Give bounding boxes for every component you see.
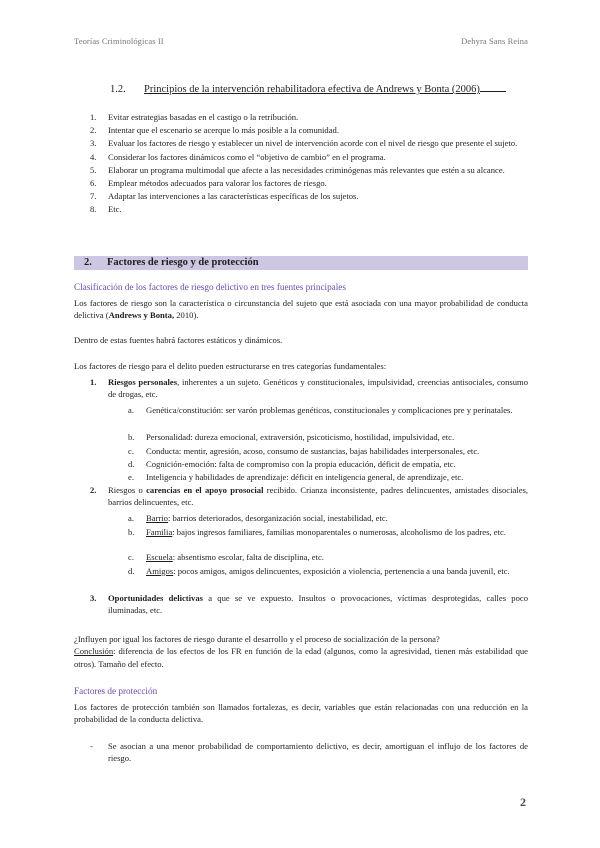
development-question-paragraph: ¿Influyen por igual los factores de riesgo durante el desarrollo y el proceso de socialización de la persona? Conclusión: diferencia de los efectos de los FR en función de la edad (algunos, como la agresividad, tienen más estabilidad que otros). Tamaño del efecto. xyxy=(74,634,528,669)
protection-bullet: - Se asocian a una menor probabilidad de comportamiento delictivo, es decir, amortiguan el influjo de los factores de riesgo. xyxy=(90,741,528,764)
list-item: b. Personalidad: dureza emocional, extraversión, psicoticismo, hostilidad, impulsividad, etc. xyxy=(128,432,455,442)
section-2-heading-band xyxy=(74,256,528,270)
list-item: c. Conducta: mentir, agresión, acoso, consumo de sustancias, bajas habilidades interpersonales, etc. xyxy=(128,446,480,456)
category-personal-risks: 1. Riesgos personales, inherentes a un sujeto. Genéticos y constitucionales, impulsividad, creencias antisociales, consumo de drogas, etc. xyxy=(90,377,528,400)
static-dynamic-paragraph: Dentro de estas fuentes habrá factores estáticos y dinámicos. xyxy=(74,335,283,345)
list-item: 7. Adaptar las intervenciones a las características específicas de los sujetos. xyxy=(90,191,359,202)
list-item: d. Amigos: pocos amigos, amigos delincuentes, exposición a violencia, pertenencia a una banda juvenil, etc. xyxy=(128,566,510,576)
classification-heading: Clasificación de los factores de riesgo delictivo en tres fuentes principales xyxy=(74,282,346,292)
section-1-2-number: 1.2. xyxy=(110,84,126,95)
list-item: 3. Evaluar los factores de riesgo y establecer un nivel de intervención acorde con el nivel de riesgo que presente el sujeto. xyxy=(90,138,518,149)
risk-definition-paragraph: Los factores de riesgo son la característica o circunstancia del sujeto que está asociada con una mayor probabilidad de conducta delictiva (Andrews y Bonta, 2010). xyxy=(74,298,528,321)
list-item: a. Genética/constitución: ser varón problemas genéticos, constitucionales y complicaciones pre y perinatales. xyxy=(128,405,513,415)
list-item: 4. Considerar los factores dinámicos como el “objetivo de cambio” en el programa. xyxy=(90,151,386,162)
section-2-number: 2. xyxy=(84,257,92,268)
list-item: a. Barrio: barrios deteriorados, desorganización social, inestabilidad, etc. xyxy=(128,513,388,523)
protection-heading: Factores de protección xyxy=(74,686,158,696)
page-number: 2 xyxy=(520,795,526,809)
list-item: 8. Etc. xyxy=(90,204,122,215)
category-criminal-opportunities: 3. Oportunidades delictivas a que se ve expuesto. Insultos o provocaciones, víctimas desprotegidas, calles poco iluminadas, etc. xyxy=(90,593,528,616)
category-prosocial-support: 2. Riesgos o carencias en el apoyo prosocial recibido. Crianza inconsistente, padres delincuentes, amistades disociales, barrios delincuentes, etc. xyxy=(90,485,528,508)
heading-underline-tail xyxy=(480,82,506,92)
list-item: 6. Emplear métodos adecuados para valorar los factores de riesgo. xyxy=(90,178,327,189)
list-item: 5. Elaborar un programa multimodal que afecte a las necesidades criminógenas más relevantes que estén a su alcance. xyxy=(90,164,505,175)
list-item: 2. Intentar que el escenario se acerque lo más posible a la comunidad. xyxy=(90,125,339,136)
protection-definition-paragraph: Los factores de protección también son llamados fortalezas, es decir, variables que están relacionadas con una reducción en la probabilidad de la conducta delictiva. xyxy=(74,702,528,725)
list-item: e. Inteligencia y habilidades de aprendizaje: déficit en inteligencia general, de aprendizaje, etc. xyxy=(128,472,464,482)
header-author: Dehyra Sans Reina xyxy=(461,36,528,46)
list-item: d. Cognición-emoción: falta de compromiso con la propia educación, déficit de empatía, etc. xyxy=(128,459,456,469)
list-item: c. Escuela: absentismo escolar, falta de disciplina, etc. xyxy=(128,552,324,562)
header-course: Teorías Criminológicas II xyxy=(74,36,164,46)
list-item: b. Familia: bajos ingresos familiares, familias monoparentales o numerosas, alcoholismo de los padres, etc. xyxy=(128,527,506,537)
list-item: 1. Evitar estrategias basadas en el castigo o la retribución. xyxy=(90,112,299,122)
section-2-title: Factores de riesgo y de protección xyxy=(107,257,259,268)
section-1-2-heading xyxy=(110,82,506,95)
principles-list xyxy=(74,111,530,217)
section-1-2-title: Principios de la intervención rehabilitadora efectiva de Andrews y Bonta (2006) xyxy=(144,84,480,95)
categories-intro-paragraph: Los factores de riesgo para el delito pueden estructurarse en tres categorías fundamentales: xyxy=(74,361,387,371)
